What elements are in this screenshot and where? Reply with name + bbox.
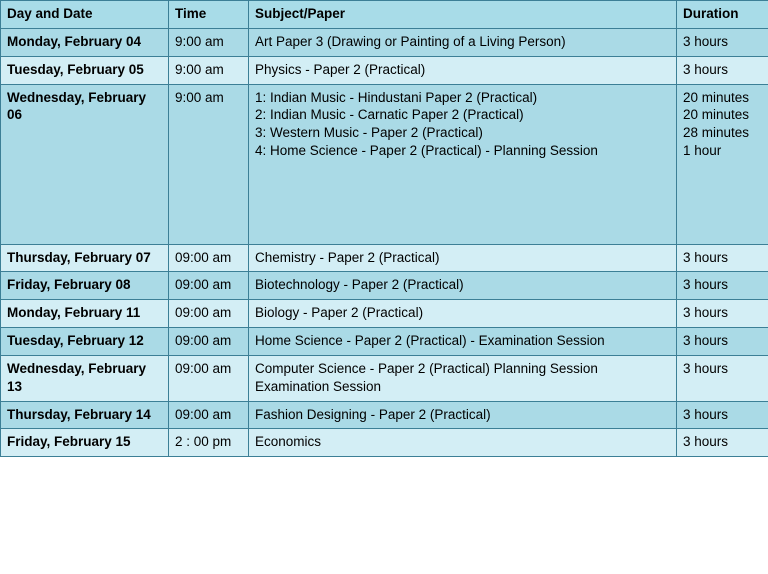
duration-line: 28 minutes (683, 125, 750, 141)
duration-line: 3 hours (683, 61, 729, 77)
cell-day: Tuesday, February 05 (1, 56, 169, 84)
cell-time: 9:00 am (169, 29, 249, 57)
subject-line: 2: Indian Music - Carnatic Paper 2 (Practical) (255, 107, 524, 123)
duration-line: 3 hours (683, 406, 729, 422)
table-header-row (1, 1, 768, 29)
duration-line: 3 hours (683, 277, 729, 293)
cell-day: Friday, February 15 (1, 429, 169, 457)
duration-line: 20 minutes (683, 107, 750, 123)
cell-time: 09:00 am (169, 300, 249, 328)
cell-time: 9:00 am (169, 84, 249, 244)
cell-subject (249, 56, 677, 84)
cell-time: 09:00 am (169, 355, 249, 401)
cell-subject (249, 300, 677, 328)
subject-line: Art Paper 3 (Drawing or Painting of a Living Person) (255, 34, 566, 49)
column-header-duration: Duration (677, 1, 768, 29)
cell-day: Thursday, February 14 (1, 401, 169, 429)
cell-day: Friday, February 08 (1, 272, 169, 300)
cell-time: 09:00 am (169, 328, 249, 356)
column-header-time: Time (169, 1, 249, 29)
duration-line: 3 hours (683, 434, 729, 450)
cell-duration (677, 401, 768, 429)
cell-duration (677, 429, 768, 457)
cell-subject (249, 355, 677, 401)
cell-day: Tuesday, February 12 (1, 328, 169, 356)
subject-line: 3: Western Music - Paper 2 (Practical) (255, 125, 483, 141)
subject-line: 4: Home Science - Paper 2 (Practical) - Planning Session (255, 143, 598, 159)
table-row (1, 272, 768, 300)
cell-time: 2 : 00 pm (169, 429, 249, 457)
cell-duration (677, 272, 768, 300)
duration-line: 20 minutes (683, 89, 750, 105)
subject-line: Biology - Paper 2 (Practical) (255, 305, 424, 321)
cell-time: 09:00 am (169, 244, 249, 272)
cell-duration (677, 29, 768, 57)
table-row (1, 56, 768, 84)
column-header-subject-paper: Subject/Paper (249, 1, 677, 29)
subject-line: Home Science - Paper 2 (Practical) - Examination Session (255, 333, 605, 349)
cell-subject (249, 401, 677, 429)
subject-line: Physics - Paper 2 (Practical) (255, 61, 426, 77)
subject-line: Chemistry - Paper 2 (Practical) (255, 249, 440, 265)
cell-duration (677, 300, 768, 328)
cell-duration (677, 355, 768, 401)
duration-line: 3 hours (683, 360, 729, 376)
table-header (1, 1, 768, 29)
cell-subject (249, 328, 677, 356)
table-body (1, 29, 768, 457)
duration-line: 3 hours (683, 249, 729, 265)
cell-day: Thursday, February 07 (1, 244, 169, 272)
subject-line: Biotechnology - Paper 2 (Practical) (255, 277, 464, 293)
duration-line: 1 hour (683, 143, 722, 159)
cell-day: Wednesday, February 06 (1, 84, 169, 244)
cell-subject (249, 29, 677, 57)
subject-line: Economics (255, 434, 322, 450)
subject-line: Fashion Designing - Paper 2 (Practical) (255, 406, 491, 422)
cell-day: Wednesday, February 13 (1, 355, 169, 401)
cell-subject (249, 244, 677, 272)
table-row (1, 401, 768, 429)
duration-line: 3 hours (683, 305, 729, 321)
subject-line: Computer Science - Paper 2 (Practical) Planning Session (255, 360, 598, 376)
duration-line: 3 hours (683, 34, 729, 49)
subject-line: Examination Session (255, 378, 382, 394)
table-row (1, 429, 768, 457)
table-row (1, 300, 768, 328)
column-header-day-and-date: Day and Date (1, 1, 169, 29)
subject-line: 1: Indian Music - Hindustani Paper 2 (Practical) (255, 89, 538, 105)
cell-time: 09:00 am (169, 401, 249, 429)
table-row (1, 84, 768, 244)
cell-day: Monday, February 04 (1, 29, 169, 57)
cell-subject (249, 429, 677, 457)
table-row (1, 328, 768, 356)
cell-subject (249, 272, 677, 300)
cell-duration (677, 244, 768, 272)
table-row (1, 244, 768, 272)
cell-day: Monday, February 11 (1, 300, 169, 328)
cell-time: 09:00 am (169, 272, 249, 300)
duration-line: 3 hours (683, 333, 729, 349)
cell-subject (249, 84, 677, 244)
cell-duration (677, 328, 768, 356)
table-row (1, 29, 768, 57)
cell-duration (677, 84, 768, 244)
cell-time: 9:00 am (169, 56, 249, 84)
cell-duration (677, 56, 768, 84)
table-row (1, 355, 768, 401)
